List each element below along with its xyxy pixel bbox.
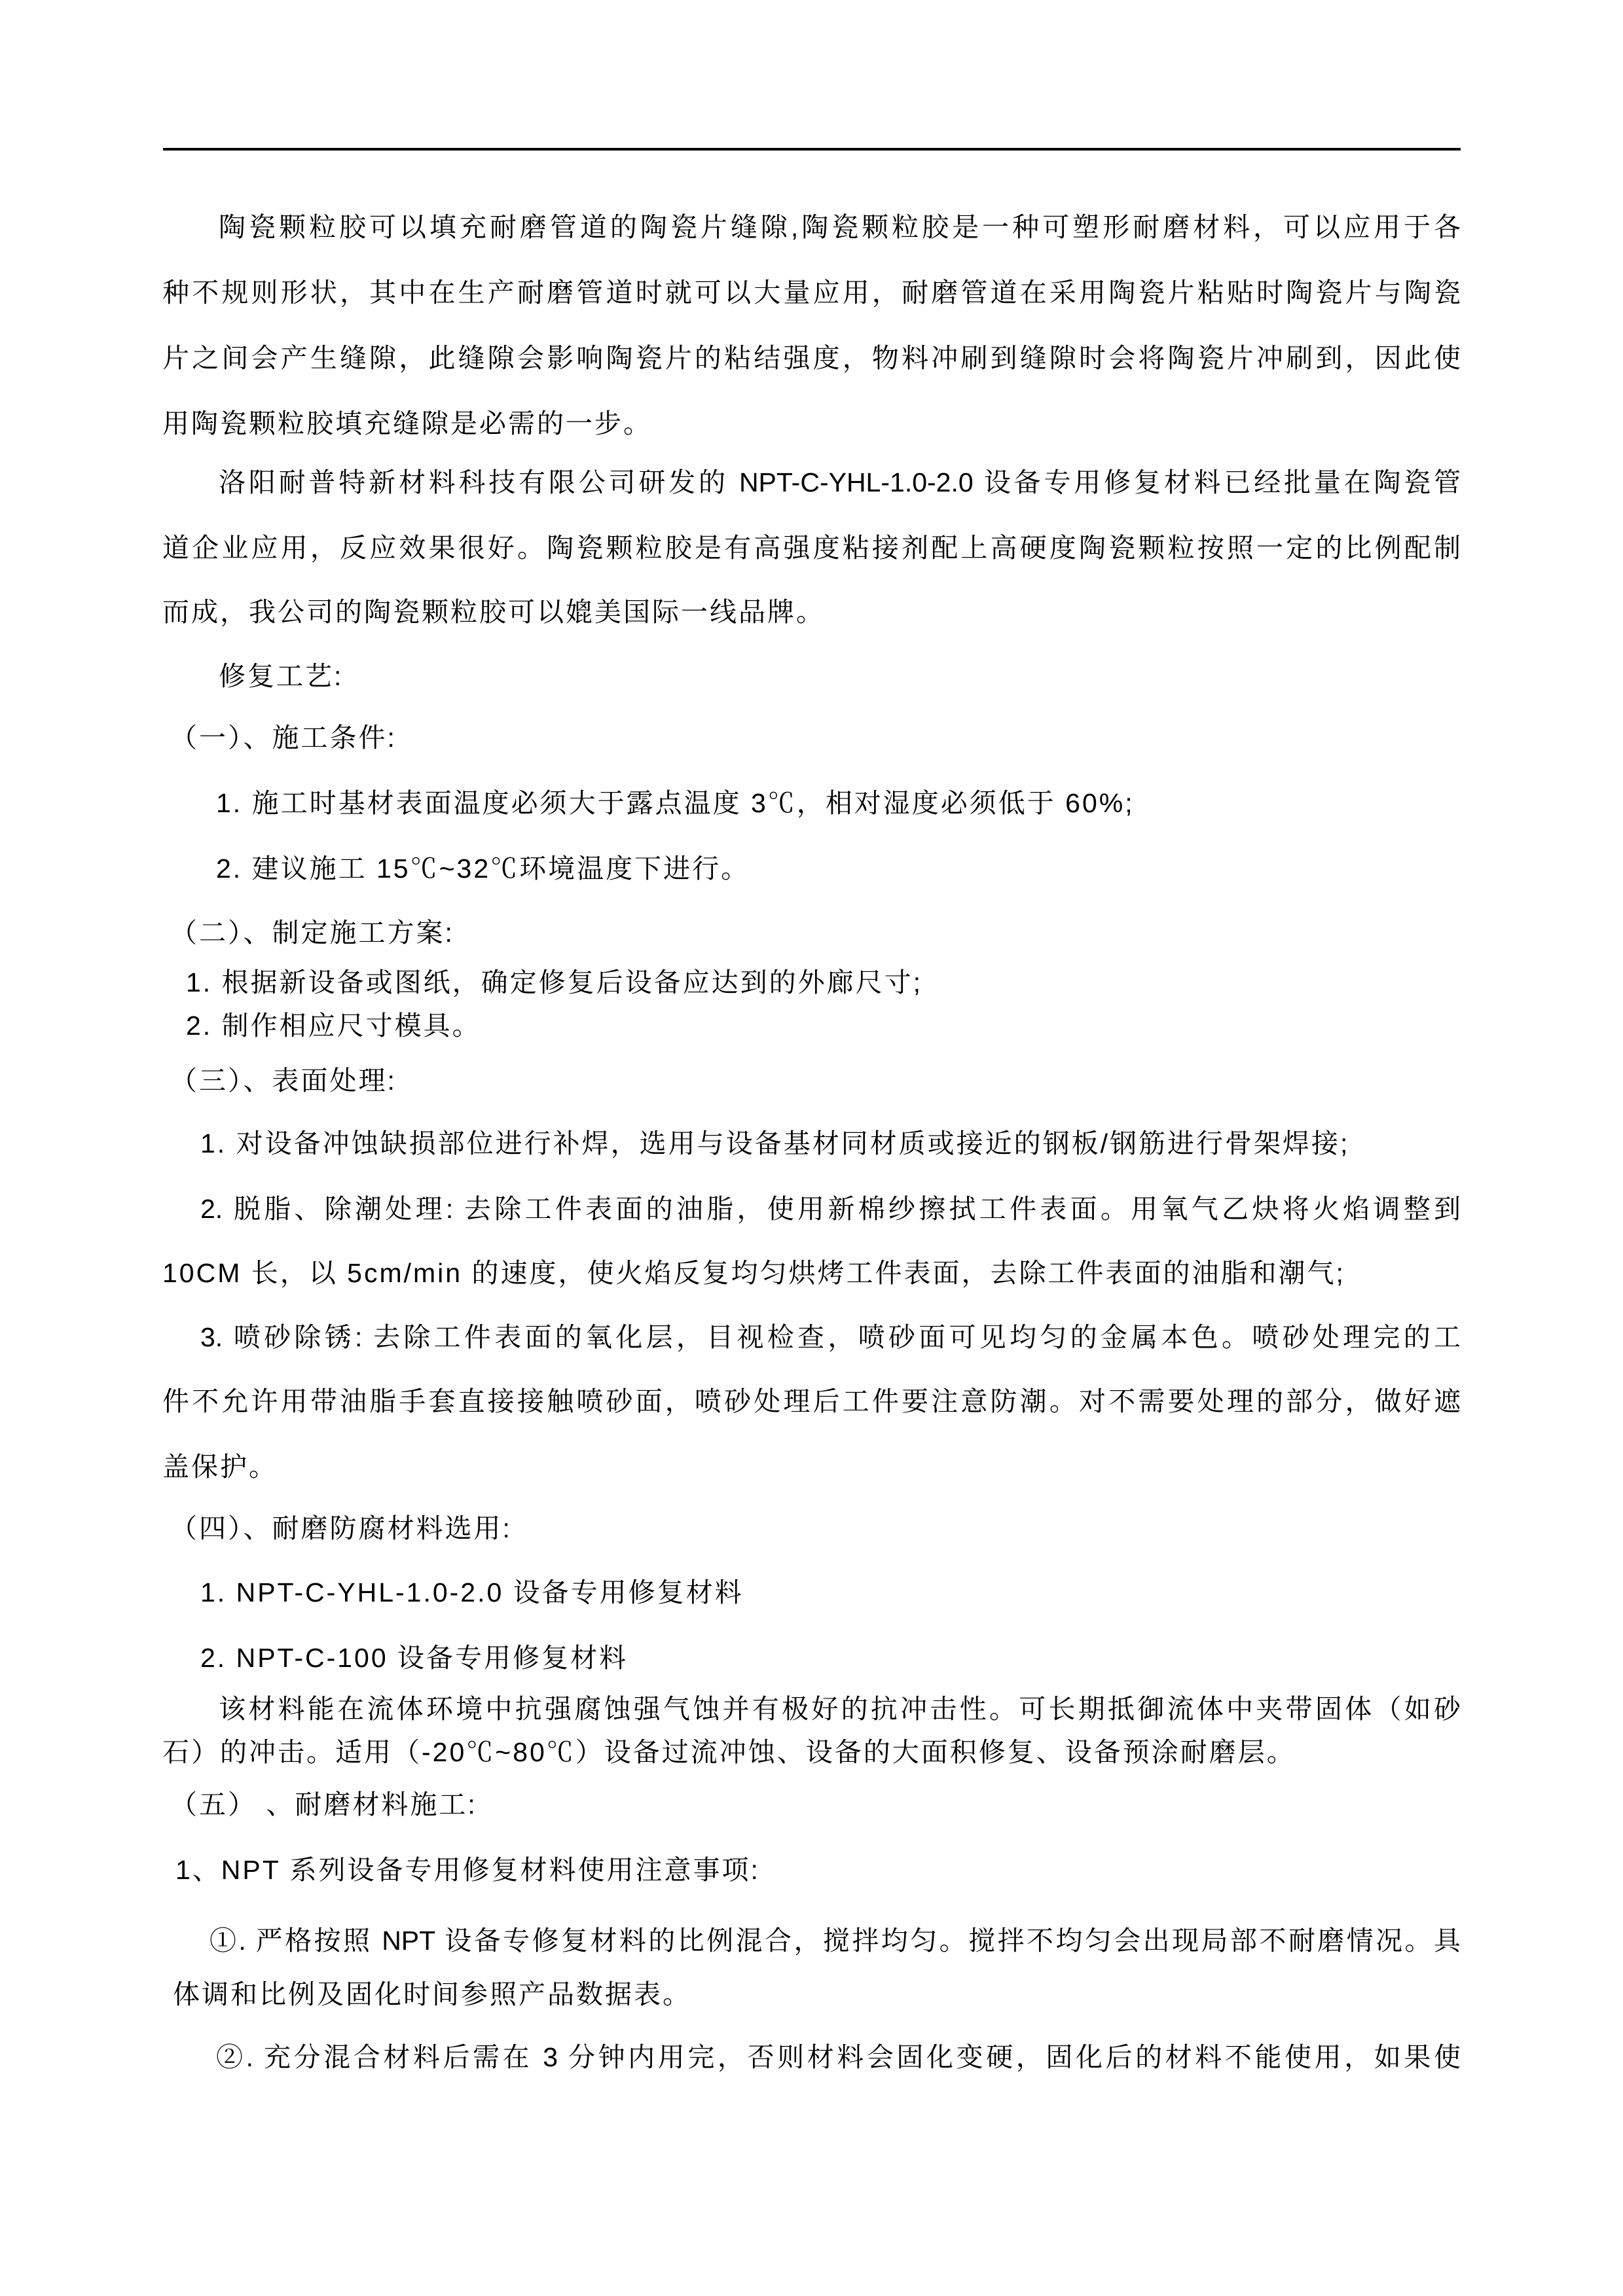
intro-line-3: 片之间会产生缝隙，此缝隙会影响陶瓷片的粘结强度，物料冲刷到缝隙时会将陶瓷片冲刷到，因此使 [162, 343, 1461, 373]
section-1-item-2: 2. 建议施工 15℃~32℃环境温度下进行。 [216, 853, 750, 884]
section-2-item-2: 2. 制作相应尺寸模具。 [186, 1011, 481, 1041]
section-4-item-1: 1. NPT-C-YHL-1.0-2.0 设备专用修复材料 [200, 1577, 744, 1607]
section-3-item-1: 1. 对设备冲蚀缺损部位进行补焊，选用与设备基材同材质或接近的钢板/钢筋进行骨架焊接; [200, 1128, 1350, 1158]
section-2-item-1: 1. 根据新设备或图纸，确定修复后设备应达到的外廊尺寸; [186, 967, 922, 997]
section-5-note-2-line-1: ②. 充分混合材料后需在 3 分钟内用完，否则材料会固化变硬，固化后的材料不能使用，如果使 [216, 2042, 1461, 2072]
section-4-heading: （四）、耐磨防腐材料选用: [170, 1513, 512, 1543]
section-4-desc-line-1: 该材料能在流体环境中抗强腐蚀强气蚀并有极好的抗冲击性。可长期抵御流体中夹带固体（如砂 [219, 1694, 1461, 1724]
intro-line-4: 用陶瓷颗粒胶填充缝隙是必需的一步。 [162, 408, 652, 439]
section-3-item-3-line-3: 盖保护。 [162, 1452, 278, 1482]
company-line-3: 而成，我公司的陶瓷颗粒胶可以媲美国际一线品牌。 [162, 597, 825, 627]
section-4-desc-line-2: 石）的冲击。适用（-20℃~80℃）设备过流冲蚀、设备的大面积修复、设备预涂耐磨层。 [162, 1737, 1296, 1767]
section-3-item-2-line-2: 10CM 长，以 5cm/min 的速度，使火焰反复均匀烘烤工件表面，去除工件表面的油脂和潮气; [162, 1258, 1345, 1288]
section-3-item-2-line-1: 2. 脱脂、除潮处理: 去除工件表面的油脂，使用新棉纱擦拭工件表面。用氧气乙炔将火焰调整到 [200, 1194, 1461, 1224]
company-line-2: 道企业应用，反应效果很好。陶瓷颗粒胶是有高强度粘接剂配上高硬度陶瓷颗粒按照一定的比例配制 [162, 533, 1461, 563]
section-5-note-1-line-1: ①. 严格按照 NPT 设备专修复材料的比例混合，搅拌均匀。搅拌不均匀会出现局部不耐磨情况。具 [210, 1926, 1461, 1956]
section-4-item-2: 2. NPT-C-100 设备专用修复材料 [200, 1643, 629, 1673]
intro-line-2: 种不规则形状，其中在生产耐磨管道时就可以大量应用，耐磨管道在采用陶瓷片粘贴时陶瓷片与陶瓷 [162, 278, 1461, 308]
section-3-heading: （三）、表面处理: [170, 1066, 397, 1096]
section-2-heading: （二）、制定施工方案: [170, 918, 454, 948]
intro-line-1: 陶瓷颗粒胶可以填充耐磨管道的陶瓷片缝隙,陶瓷颗粒胶是一种可塑形耐磨材料，可以应用于各 [219, 212, 1461, 242]
company-line-1: 洛阳耐普特新材料科技有限公司研发的 NPT-C-YHL-1.0-2.0 设备专用修复材料已经批量在陶瓷管 [219, 467, 1461, 497]
section-3-item-3-line-2: 件不允许用带油脂手套直接接触喷砂面，喷砂处理后工件要注意防潮。对不需要处理的部分，做好遮 [162, 1386, 1461, 1416]
process-title: 修复工艺: [219, 661, 344, 691]
header-rule [163, 148, 1461, 151]
section-1-heading: （一）、施工条件: [170, 723, 397, 753]
section-3-item-3-line-1: 3. 喷砂除锈: 去除工件表面的氧化层，目视检查，喷砂面可见均匀的金属本色。喷砂处理完的工 [200, 1322, 1461, 1352]
section-1-item-1: 1. 施工时基材表面温度必须大于露点温度 3℃，相对湿度必须低于 60%; [216, 788, 1135, 818]
section-5-heading: （五） 、耐磨材料施工: [170, 1789, 477, 1820]
section-5-notes-title: 1、NPT 系列设备专用修复材料使用注意事项: [175, 1855, 760, 1885]
section-5-note-1-line-2: 体调和比例及固化时间参照产品数据表。 [173, 1979, 691, 2009]
